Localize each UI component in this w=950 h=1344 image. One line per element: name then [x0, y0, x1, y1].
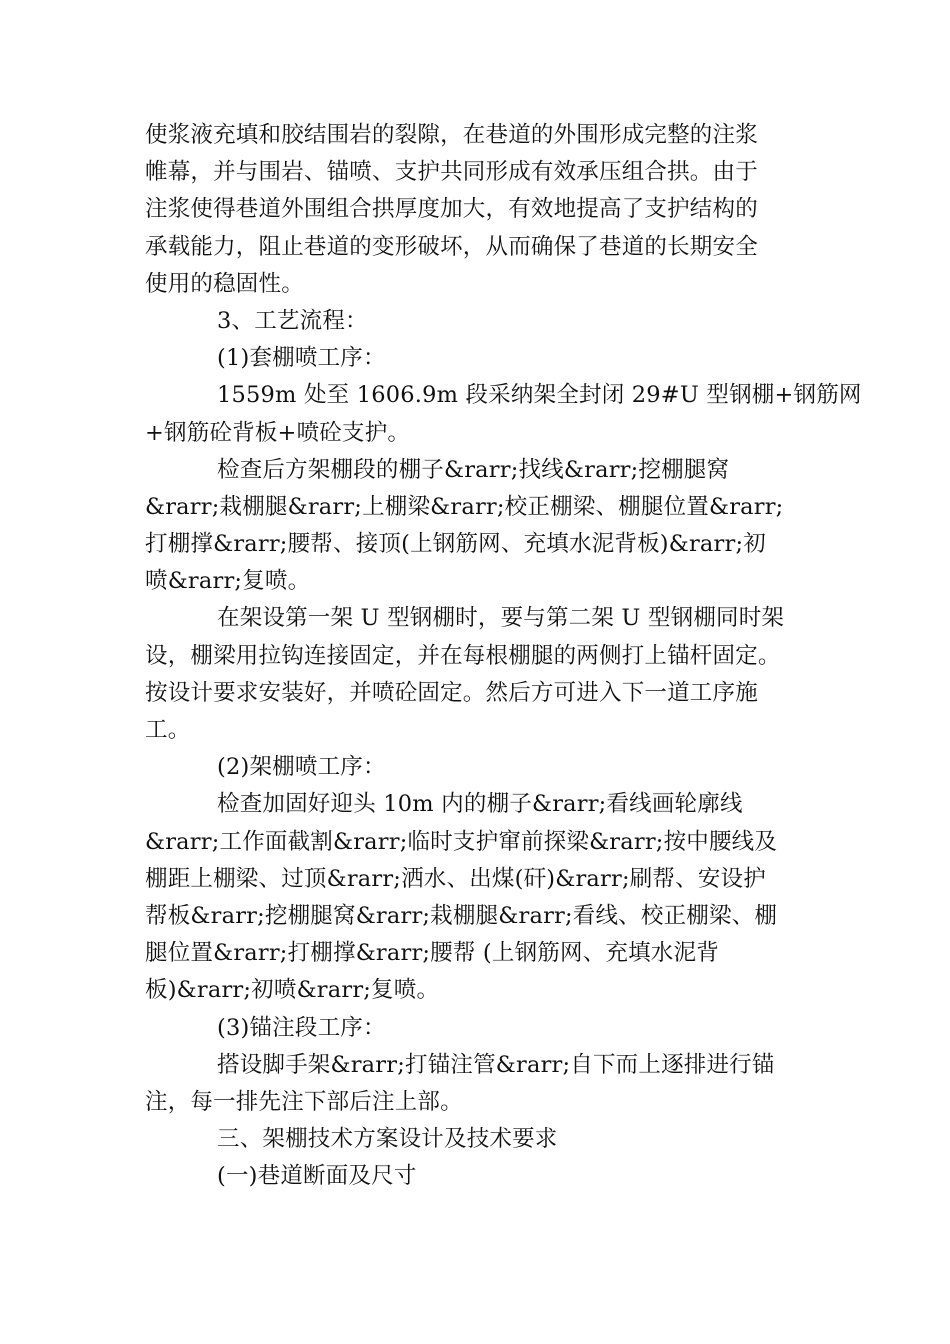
text-line: 棚距上棚梁、过顶&rarr;洒水、出煤(矸)&rarr;刷帮、安设护 — [145, 865, 766, 892]
text-line: 设，棚梁用拉钩连接固定，并在每根棚腿的两侧打上锚杆固定。 — [145, 642, 781, 669]
text-line: 喷&rarr;复喷。 — [145, 568, 311, 595]
text-line: 检查后方架棚段的棚子&rarr;找线&rarr;挖棚腿窝 — [217, 456, 730, 483]
text-line: 注浆使得巷道外围组合拱厚度加大，有效地提高了支护结构的 — [145, 196, 758, 223]
text-line: +钢筋砼背板+喷砼支护。 — [145, 419, 411, 446]
text-line: 在架设第一架 U 型钢棚时，要与第二架 U 型钢棚同时架 — [217, 605, 785, 632]
chapter-heading: 三、架棚技术方案设计及技术要求 — [217, 1126, 558, 1153]
text-line: 打棚撑&rarr;腰帮、接顶(上钢筋网、充填水泥背板)&rarr;初 — [145, 531, 766, 558]
text-line: 1559m 处至 1606.9m 段采纳架全封闭 29#U 型钢棚+钢筋网 — [217, 382, 862, 409]
text-line: &rarr;工作面截割&rarr;临时支护窜前探梁&rarr;按中腰线及 — [145, 828, 778, 855]
text-line: 搭设脚手架&rarr;打锚注管&rarr;自下而上逐排进行锚 — [217, 1051, 775, 1078]
subsection-heading: (1)套棚喷工序： — [217, 345, 386, 372]
text-line: 腿位置&rarr;打棚撑&rarr;腰帮 (上钢筋网、充填水泥背 — [145, 940, 719, 967]
text-line: 承载能力，阻止巷道的变形破坏，从而确保了巷道的长期安全 — [145, 233, 758, 260]
text-line: 使用的稳固性。 — [145, 270, 304, 297]
text-line: 注，每一排先注下部后注上部。 — [145, 1088, 463, 1115]
text-line: 工。 — [145, 717, 191, 743]
document-body — [145, 117, 862, 1195]
text-line: 板)&rarr;初喷&rarr;复喷。 — [145, 977, 440, 1004]
text-line: &rarr;栽棚腿&rarr;上棚梁&rarr;校正棚梁、棚腿位置&rarr; — [145, 493, 784, 520]
text-line: 帷幕，并与围岩、锚喷、支护共同形成有效承压组合拱。由于 — [145, 159, 758, 186]
text-line: 按设计要求安装好，并喷砼固定。然后方可进入下一道工序施 — [145, 679, 758, 706]
text-line: 使浆液充填和胶结围岩的裂隙，在巷道的外围形成完整的注浆 — [145, 122, 758, 148]
subsection-heading: (3)锚注段工序： — [217, 1014, 386, 1041]
text-line: 帮板&rarr;挖棚腿窝&rarr;栽棚腿&rarr;看线、校正棚梁、棚 — [145, 902, 778, 929]
section-heading: 3、工艺流程： — [217, 307, 368, 334]
text-line: 检查加固好迎头 10m 内的棚子&rarr;看线画轮廓线 — [217, 791, 743, 818]
subsection-heading: (一)巷道断面及尺寸 — [217, 1163, 417, 1190]
subsection-heading: (2)架棚喷工序： — [217, 754, 386, 781]
